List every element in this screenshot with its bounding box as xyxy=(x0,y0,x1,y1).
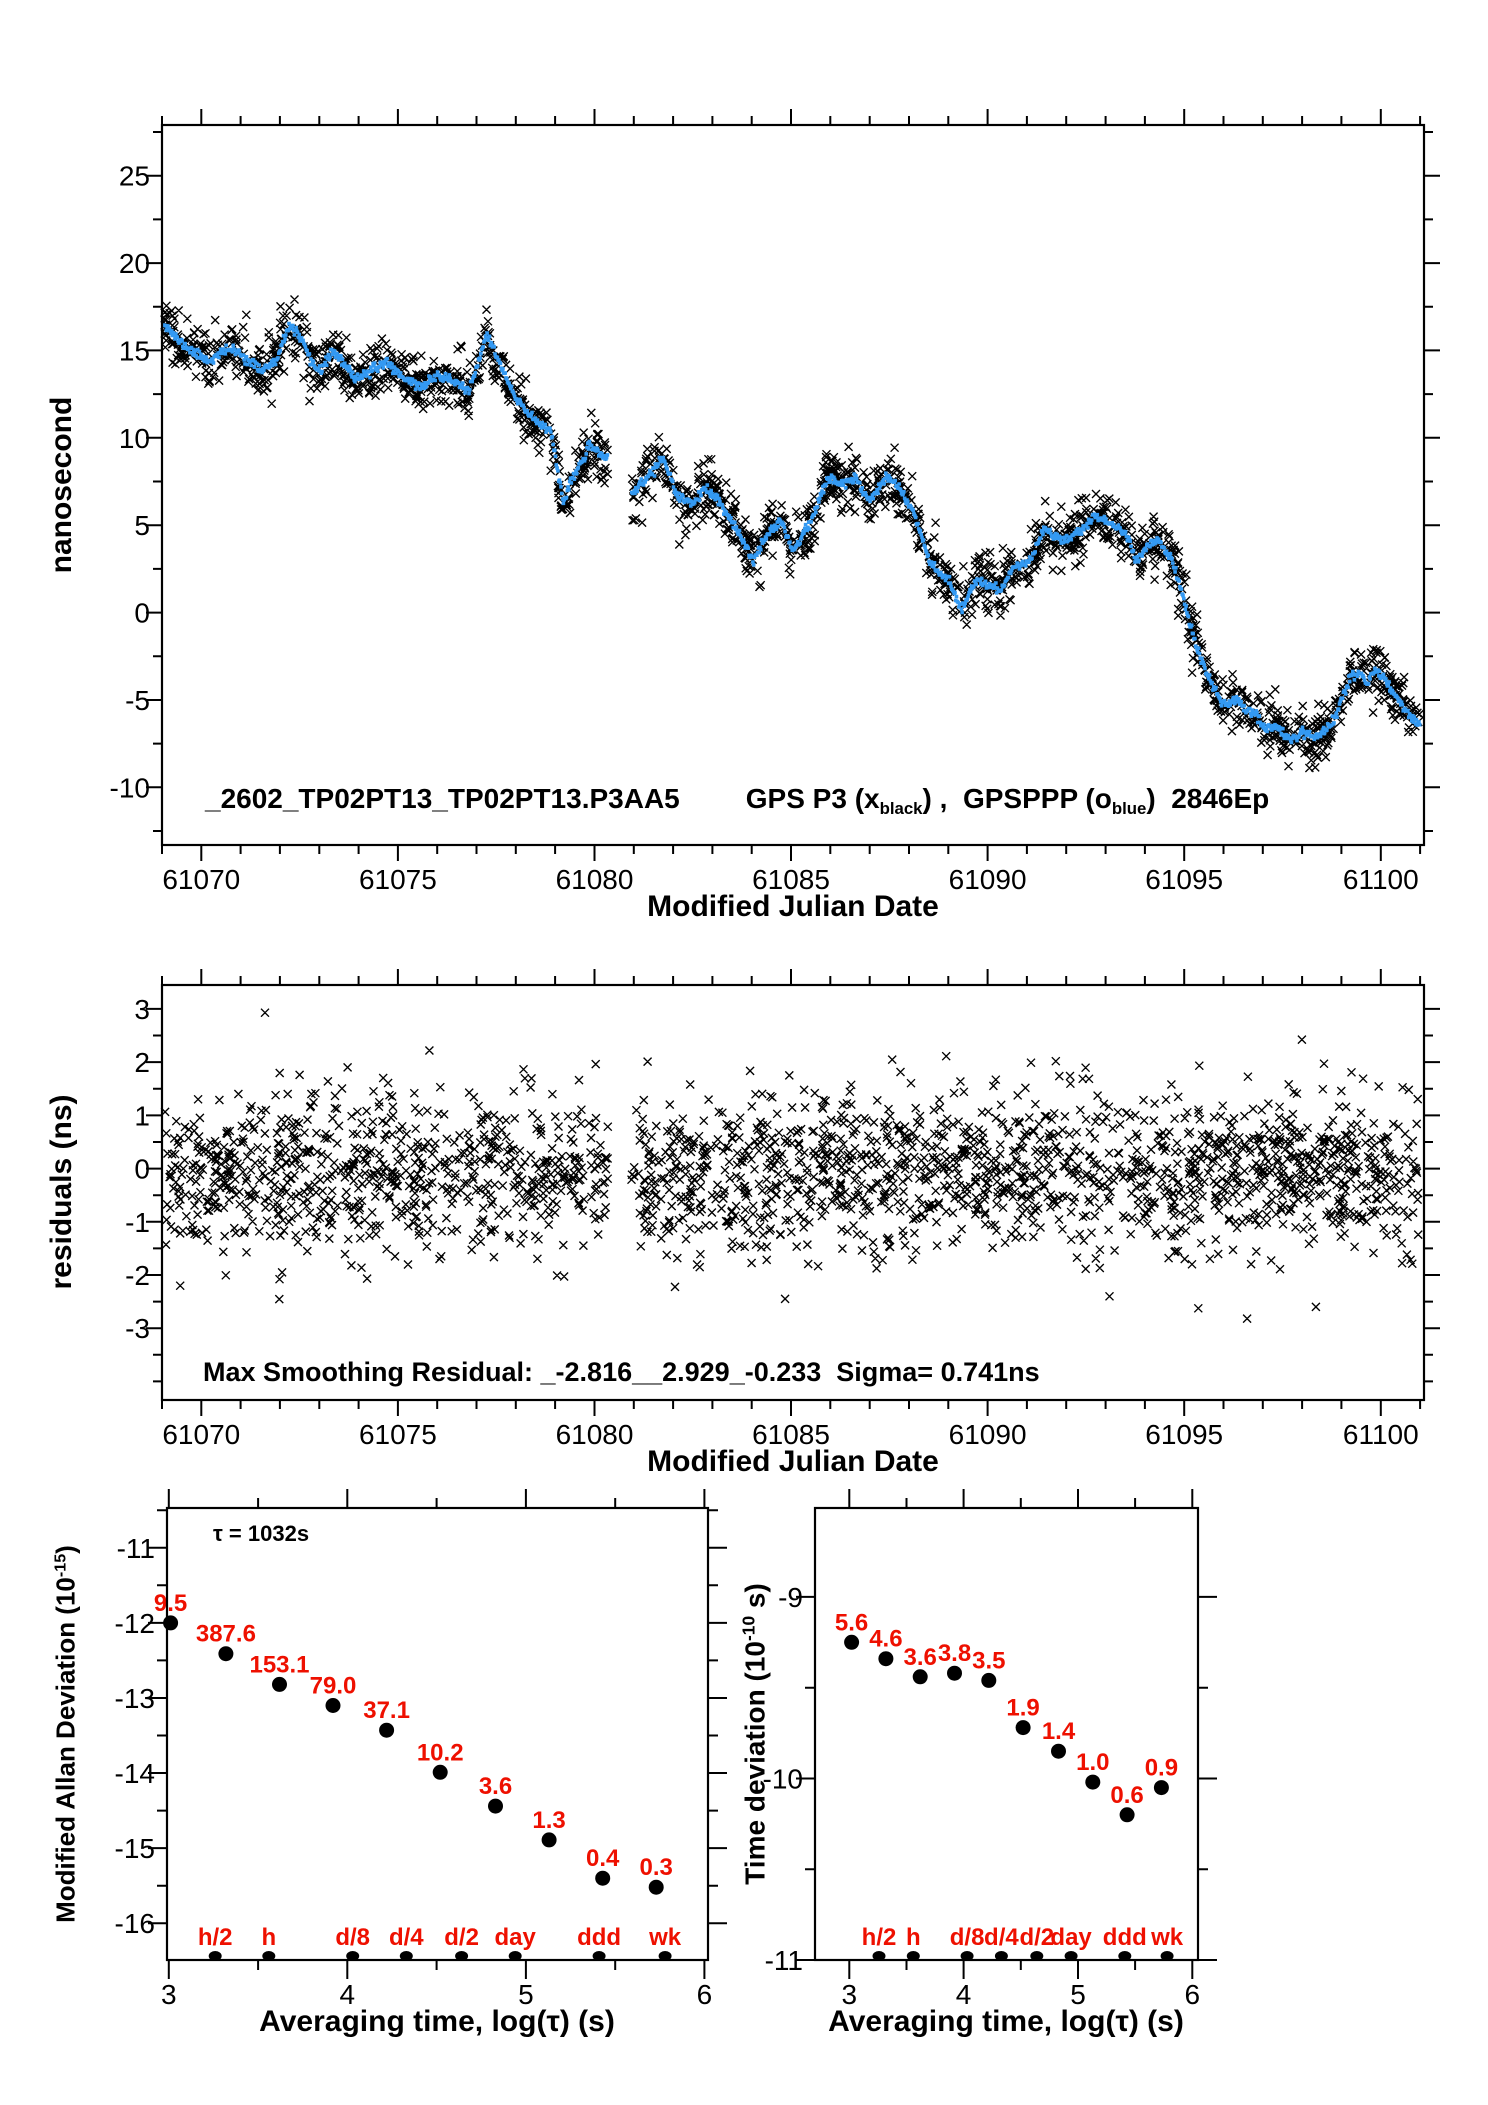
mdev-x-tick-label: 3 xyxy=(161,1979,177,2010)
phase-title-series2: ) , GPSPPP (o xyxy=(922,783,1112,814)
mdev-y-tick-label: -11 xyxy=(116,1532,155,1564)
mdev-point-labels xyxy=(154,1590,673,1881)
tdev-point-labels xyxy=(835,1609,1178,1809)
tdev-x-axis-title xyxy=(828,2005,1184,2039)
mdev-y-tick-label: -13 xyxy=(114,1683,155,1714)
phase-x-tick-label: 61095 xyxy=(1145,864,1224,895)
mdev-tau-label: d/2 xyxy=(444,1924,479,1951)
tdev-point-value-label: 1.4 xyxy=(1041,1718,1076,1746)
residuals-y-tick-label: -3 xyxy=(125,1313,150,1345)
residuals-y-tick-label: 3 xyxy=(134,993,150,1025)
tdev-y-tick-label: -11 xyxy=(764,1945,803,1976)
mdev-tau-label: d/4 xyxy=(388,1924,424,1951)
tdev-data-point xyxy=(878,1651,893,1666)
tdev-data-point xyxy=(1154,1780,1169,1795)
tdev-y-tick-label: -9 xyxy=(778,1581,803,1613)
tdev-x-tick-label: 6 xyxy=(1184,1979,1201,2010)
residuals-x-axis-title: Modified Julian Date xyxy=(647,1445,939,1478)
residuals-y-tick-label: 0 xyxy=(134,1153,150,1185)
mdev-y-axis-title xyxy=(51,1545,82,1923)
mdev-data-point xyxy=(272,1677,287,1692)
mdev-axes xyxy=(148,1489,727,1979)
tdev-ylabel-close: s) xyxy=(739,1583,771,1616)
residuals-x-tick-label: 61090 xyxy=(948,1419,1027,1450)
phase-x-tick-label: 61090 xyxy=(948,864,1027,895)
mdev-data-point xyxy=(649,1880,664,1895)
phase-x-tick-label: 61085 xyxy=(752,864,830,895)
tdev-tau-label: d/8 xyxy=(949,1924,985,1951)
tdev-point-value-label: 5.6 xyxy=(834,1609,869,1637)
phase-x-tick-label: 61070 xyxy=(162,864,241,895)
mdev-data-point xyxy=(542,1832,557,1847)
residuals-x-tick-label: 61075 xyxy=(358,1419,437,1450)
tdev-ylabel-exponent: -10 xyxy=(738,1615,759,1641)
residuals-y-tick-label: -1 xyxy=(125,1206,150,1238)
mdev-data-point xyxy=(488,1799,503,1814)
tdev-tau-label: h/2 xyxy=(861,1924,897,1951)
tdev-point-value-label: 3.5 xyxy=(972,1647,1006,1675)
residuals-axes xyxy=(146,969,1440,1416)
mdev-data-point xyxy=(326,1698,341,1713)
mdev-tau-label: wk xyxy=(649,1924,682,1951)
mdev-tau-label: h xyxy=(261,1924,277,1951)
tau-symbol: τ xyxy=(546,2005,560,2038)
mdev-point-value-label: 387.6 xyxy=(195,1620,256,1648)
phase-x-tick-label: 61075 xyxy=(358,864,437,895)
tdev-point-value-label: 3.6 xyxy=(903,1643,937,1671)
phase-x-tick-label: 61080 xyxy=(555,864,634,895)
tdev-data-point xyxy=(1085,1775,1100,1790)
tdev-tau-label: h xyxy=(905,1924,921,1951)
phase-y-axis-title: nanosecond xyxy=(45,396,78,574)
residuals-x-tick-label: 61100 xyxy=(1342,1419,1419,1450)
mdev-x-tick-label: 5 xyxy=(518,1979,534,2010)
tdev-point-value-label: 0.9 xyxy=(1144,1754,1179,1782)
mdev-point-value-label: 153.1 xyxy=(249,1651,310,1679)
tdev-data-point xyxy=(1051,1744,1066,1759)
mdev-x-tick-label: 4 xyxy=(339,1979,356,2010)
residuals-y-tick-label: -2 xyxy=(125,1260,150,1291)
mdev-ylabel-text: Modified Allan Deviation (10 xyxy=(50,1577,81,1923)
mdev-point-value-label: 3.6 xyxy=(478,1773,513,1801)
residuals-y-tick-label: 1 xyxy=(134,1100,150,1132)
mdev-xlabel-post: ) (s) xyxy=(559,2005,615,2038)
mdev-data-point xyxy=(595,1871,610,1886)
mdev-point-value-label: 0.4 xyxy=(586,1845,620,1873)
phase-y-tick-label: 25 xyxy=(118,160,150,192)
tdev-data-point xyxy=(913,1669,928,1684)
tdev-data-point xyxy=(981,1673,996,1688)
tdev-data-point xyxy=(1120,1807,1135,1822)
phase-title-sub-blue: blue xyxy=(1111,798,1147,818)
mdev-y-tick-label: -15 xyxy=(114,1833,155,1865)
mdev-tau-label: ddd xyxy=(577,1924,622,1951)
residuals-x-tick-label: 61095 xyxy=(1145,1419,1224,1450)
tdev-x-tick-label: 5 xyxy=(1070,1979,1086,2010)
mdev-tau-label: h/2 xyxy=(197,1924,233,1951)
phase-y-tick-label: 0 xyxy=(134,597,150,629)
phase-title-file: _2602_TP02PT13_TP02PT13.P3AA5 xyxy=(205,783,680,814)
mdev-x-tick-label: 6 xyxy=(696,1979,713,2010)
tdev-point-value-label: 0.6 xyxy=(1110,1781,1144,1809)
tdev-x-tick-label: 3 xyxy=(841,1979,858,2010)
phase-title-sub-black: black xyxy=(879,798,923,818)
mdev-xlabel-pre: Averaging time, log( xyxy=(259,2005,547,2038)
residuals-annotation: Max Smoothing Residual: _-2.816__2.929_-0.233 Sigma= 0.741ns xyxy=(203,1357,1040,1387)
phase-axes xyxy=(146,109,1440,861)
phase-y-tick-label: 15 xyxy=(118,335,150,367)
residuals-x-tick-label: 61080 xyxy=(555,1419,634,1450)
mdev-tau-markers xyxy=(198,1924,682,1961)
mdev-tau-note: τ = 1032s xyxy=(213,1521,310,1546)
tdev-y-tick-label: -10 xyxy=(762,1763,803,1795)
tdev-xlabel-post: ) (s) xyxy=(1128,2005,1184,2038)
tdev-data-point xyxy=(844,1635,859,1650)
tau-symbol-2: τ xyxy=(1115,2005,1129,2038)
phase-title-series1: GPS P3 (x xyxy=(745,783,880,814)
tdev-point-value-label: 1.0 xyxy=(1076,1749,1110,1777)
phase-y-tick-label: -5 xyxy=(125,685,150,716)
tdev-tau-markers xyxy=(862,1924,1184,1961)
phase-y-tick-label: 20 xyxy=(118,248,150,280)
phase-x-tick-label: 61100 xyxy=(1342,864,1419,895)
tdev-ylabel-text: Time deviation (10 xyxy=(739,1640,771,1885)
tdev-tau-label: d/2 xyxy=(1019,1924,1055,1951)
mdev-data-point xyxy=(218,1646,233,1661)
residuals-y-tick-label: 2 xyxy=(134,1047,150,1079)
mdev-ylabel-close: ) xyxy=(50,1545,81,1554)
tdev-point-value-label: 4.6 xyxy=(869,1625,903,1653)
mdev-data-point xyxy=(379,1723,394,1738)
residuals-y-axis-title: residuals (ns) xyxy=(45,1094,78,1290)
mdev-tau-label: day xyxy=(494,1924,536,1951)
phase-y-tick-label: -10 xyxy=(109,772,150,804)
residuals-x-tick-label: 61070 xyxy=(162,1419,241,1450)
tdev-y-axis-title xyxy=(739,1583,772,1885)
mdev-point-value-label: 9.5 xyxy=(153,1589,188,1617)
tdev-tau-label: day xyxy=(1050,1924,1092,1951)
mdev-x-axis-title xyxy=(259,2005,615,2039)
residuals-x-tick-label: 61085 xyxy=(752,1419,830,1450)
tdev-data-point xyxy=(947,1666,962,1681)
tdev-data-point xyxy=(1016,1720,1031,1735)
tdev-point-value-label: 3.8 xyxy=(937,1640,972,1668)
mdev-point-value-label: 1.3 xyxy=(532,1806,566,1834)
phase-title-epochs: ) 2846Ep xyxy=(1146,783,1270,814)
mdev-point-value-label: 10.2 xyxy=(416,1739,464,1767)
mdev-point-value-label: 0.3 xyxy=(639,1854,673,1882)
tdev-tau-label: ddd xyxy=(1102,1924,1147,1951)
tdev-x-tick-label: 4 xyxy=(955,1979,972,2010)
tdev-xlabel-pre: Averaging time, log( xyxy=(828,2005,1116,2038)
tdev-point-value-label: 1.9 xyxy=(1006,1694,1040,1722)
mdev-ylabel-exponent: -15 xyxy=(51,1553,70,1578)
tdev-tau-label: d/4 xyxy=(984,1924,1019,1951)
phase-y-tick-label: 10 xyxy=(118,422,150,454)
phase-y-tick-label: 5 xyxy=(134,510,150,542)
tdev-axes xyxy=(796,1489,1217,1979)
phase-title xyxy=(205,783,1269,819)
mdev-data-point xyxy=(433,1765,448,1780)
mdev-y-tick-label: -16 xyxy=(114,1908,155,1940)
mdev-tau-label: d/8 xyxy=(335,1924,371,1951)
tdev-tau-label: wk xyxy=(1151,1924,1184,1951)
mdev-y-tick-label: -14 xyxy=(114,1758,155,1789)
mdev-y-tick-label: -12 xyxy=(114,1607,155,1639)
mdev-point-value-label: 79.0 xyxy=(309,1672,357,1700)
mdev-point-value-label: 37.1 xyxy=(363,1697,410,1725)
phase-x-axis-title: Modified Julian Date xyxy=(647,890,939,923)
residuals-scatter xyxy=(161,1009,1422,1323)
